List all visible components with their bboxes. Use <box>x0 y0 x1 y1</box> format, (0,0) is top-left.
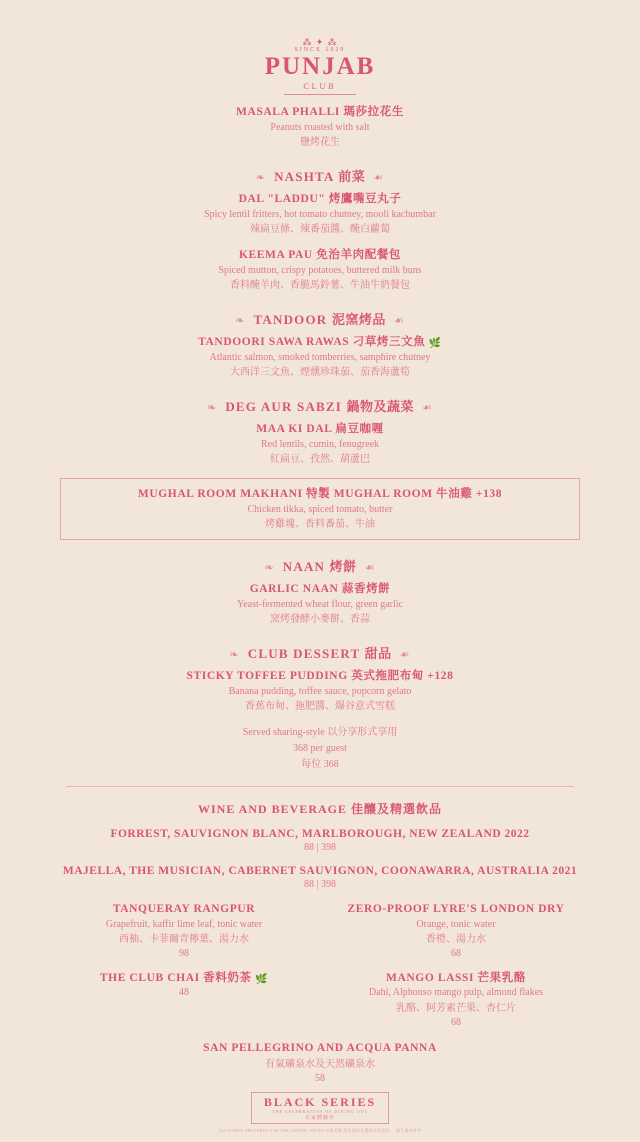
menu-item-name: STICKY TOFFEE PUDDING 英式拖肥布甸 +128 <box>186 670 454 683</box>
section-title-cn: 泥窯烤品 <box>331 312 386 328</box>
beverage-column-left <box>48 902 320 1039</box>
leaf-icon: 🌿 <box>428 338 442 350</box>
logo-divider <box>284 94 356 95</box>
section-title-cn: 甜品 <box>364 646 392 662</box>
menu-item-description-cn: 大西洋三文魚、煙燻珍珠茄、茄香海蘆筍 <box>230 367 410 379</box>
beverage-description-cn: 有氣礦泉水及天然礦泉水 <box>265 1058 375 1070</box>
wine-item-forrest <box>38 828 602 855</box>
menu-item-name: GARLIC NAAN 蒜香烤餅 <box>249 583 391 596</box>
serving-style: Served sharing-style 以分享形式享用 <box>242 727 398 739</box>
wine-price: 88 | 398 <box>303 842 336 854</box>
serving-note <box>38 725 602 773</box>
menu-item-description: Chicken tikka, spiced tomato, butter <box>247 503 393 515</box>
price-per-guest: 368 per guest <box>293 743 347 755</box>
menu-item-name: DAL "LADDU" 烤鷹嘴豆丸子 <box>238 193 402 206</box>
beverage-description: Grapefruit, kaffir lime leaf, tonic water <box>105 918 263 930</box>
menu-item-garlic-naan <box>38 582 602 627</box>
menu-item-description: Banana pudding, toffee sauce, popcorn gelato <box>228 685 412 697</box>
restaurant-logo <box>38 0 602 95</box>
beverage-item-tanqueray-rangpur <box>48 902 320 962</box>
swirl-left-icon: ❧ <box>235 315 246 328</box>
menu-item-name: KEEMA PAU 免治羊肉配餐包 <box>238 249 402 262</box>
swirl-left-icon: ❧ <box>206 402 218 415</box>
beverage-price: 68 <box>451 1016 461 1028</box>
menu-item-description-cn: 鹽烤花生 <box>300 137 340 149</box>
menu-item-description: Atlantic salmon, smoked tomberries, samphire chutney <box>209 351 431 363</box>
swirl-left-icon: ❧ <box>229 649 240 662</box>
menu-item-masala-phalli <box>38 105 602 150</box>
black-series-subtitle-cn: 在家體驗外 <box>304 1116 335 1121</box>
section-heading-club-dessert <box>38 643 602 662</box>
menu-item-name: MUGHAL ROOM MAKHANI 特製 MUGHAL ROOM 牛油雞 +138 <box>137 488 503 501</box>
section-title: NASHTA <box>274 169 334 185</box>
menu-item-description: Red lentils, cumin, fenugreek <box>260 438 380 450</box>
wine-price: 88 | 398 <box>303 879 336 891</box>
swirl-right-icon: ☙ <box>373 172 385 185</box>
menu-item-description-cn: 香料醃羊肉、香脆馬鈴薯、牛油牛奶餐包 <box>230 280 410 292</box>
logo-club-text: CLUB <box>303 82 337 92</box>
menu-item-description: Peanuts roasted with salt <box>270 121 370 133</box>
beverage-item-mango-lassi <box>320 971 592 1031</box>
black-series-subtitle: THE CELEBRATION OF DINING OUT <box>272 1109 368 1114</box>
menu-item-maa-ki-dal <box>38 422 602 467</box>
footer <box>0 1092 640 1134</box>
swirl-left-icon: ❧ <box>264 562 275 575</box>
menu-item-description: Spicy lentil fritters, hot tomato chutney, mooli kachumbar <box>204 208 436 220</box>
menu-item-description-cn: 窯烤發酵小麥餅、香蒜 <box>270 614 370 626</box>
section-title-cn: 前菜 <box>338 169 366 185</box>
menu-item-mughal-room-makhani <box>71 487 569 532</box>
menu-item-description-cn: 紅扁豆、孜然、葫蘆巴 <box>270 454 370 466</box>
section-title-cn: 鍋物及蔬菜 <box>346 399 415 415</box>
section-title: TANDOOR <box>253 312 328 328</box>
swirl-left-icon: ❧ <box>255 172 267 185</box>
beverage-columns <box>48 902 592 1039</box>
beverage-description: Orange, tonic water <box>416 918 496 930</box>
swirl-right-icon: ☙ <box>399 649 411 662</box>
menu-item-description-cn: 烤雞塊、香料番茄、牛油 <box>265 519 375 531</box>
beverage-name: SAN PELLEGRINO AND ACQUA PANNA <box>203 1042 437 1055</box>
menu-item-name: MASALA PHALLI 瑪莎拉花生 <box>236 106 404 119</box>
beverage-name: ZERO-PROOF LYRE'S LONDON DRY <box>347 903 565 916</box>
beverage-item-club-chai <box>48 971 320 1001</box>
beverage-item-san-pellegrino-acqua-panna <box>38 1041 602 1086</box>
section-title-cn: 烤餅 <box>329 559 357 575</box>
menu-item-tandoori-sawa-rawas <box>38 335 602 380</box>
beverage-price: 48 <box>179 987 189 999</box>
logo-established-text: SINCE 1920 <box>294 47 346 53</box>
beverage-price: 98 <box>179 948 189 960</box>
footer-disclaimer: ALL WORDS ARE SUBJECT OF THE LEGEND / PAGES 外賣美饌 所有資料及價格可作更改 ‧ 圖片僅供參考 <box>218 1128 422 1133</box>
menu-item-description-cn: 香蕉布甸、拖肥醬、爆谷意式雪糕 <box>245 701 395 713</box>
leaf-icon: 🌿 <box>255 973 269 985</box>
menu-item-dal-laddu <box>38 192 602 237</box>
beverage-name <box>48 971 320 987</box>
beverage-name: TANQUERAY RANGPUR <box>112 903 256 916</box>
wine-item-majella <box>38 865 602 892</box>
beverage-item-lyres-london-dry <box>320 902 592 962</box>
beverage-price: 58 <box>315 1072 325 1084</box>
section-heading-naan <box>38 556 602 575</box>
logo-wordmark: PUNJAB <box>264 53 376 80</box>
menu-item-description-cn: 辣扁豆條、辣番茄醬、醃白蘿蔔 <box>250 224 390 236</box>
menu-item-description: Spiced mutton, crispy potatoes, buttered milk buns <box>218 264 422 276</box>
logo-flourish-top-icon: ⁂ ✦ ⁂ <box>302 37 338 47</box>
wine-name: FORREST, SAUVIGNON BLANC, MARLBOROUGH, NEW ZEALAND 2022 <box>110 828 530 841</box>
section-title: DEG AUR SABZI <box>225 399 343 415</box>
black-series-title: BLACK SERIES <box>263 1094 377 1109</box>
section-heading-wine-and-beverage: WINE AND BEVERAGE 佳釀及精選飲品 <box>197 802 443 817</box>
swirl-right-icon: ☙ <box>393 315 405 328</box>
menu-item-sticky-toffee-pudding <box>38 669 602 714</box>
menu-item-name <box>38 335 602 351</box>
section-heading-nashta <box>38 166 602 185</box>
beverage-price: 68 <box>451 948 461 960</box>
section-title: CLUB DESSERT <box>247 646 361 662</box>
menu-item-name: MAA KI DAL 扁豆咖喱 <box>256 423 384 436</box>
menu-item-mughal-room-makhani-box <box>60 478 580 540</box>
beverage-name-text: THE CLUB CHAI 香料奶茶 <box>99 971 252 984</box>
section-divider <box>66 786 574 787</box>
menu-item-keema-pau <box>38 248 602 293</box>
menu-item-name-text: TANDOORI SAWA RAWAS 刁草烤三文魚 <box>198 336 426 349</box>
black-series-badge <box>251 1092 389 1124</box>
beverage-description: Dahi, Alphonso mango pulp, almond flakes <box>368 987 544 999</box>
menu-item-description: Yeast-fermented wheat flour, green garlic <box>236 598 403 610</box>
section-heading-tandoor <box>38 309 602 328</box>
section-title: NAAN <box>282 559 326 575</box>
beverage-column-right <box>320 902 592 1039</box>
beverage-description-cn: 香橙、湯力水 <box>426 934 486 946</box>
beverage-description-cn: 西柚、卡菲爾青檸葉、湯力水 <box>119 934 249 946</box>
beverage-name: MANGO LASSI 芒果乳酪 <box>386 971 526 984</box>
section-heading-deg-aur-sabzi <box>38 396 602 415</box>
price-per-guest-cn: 每位 368 <box>301 759 339 771</box>
swirl-right-icon: ☙ <box>422 402 434 415</box>
swirl-right-icon: ☙ <box>364 562 376 575</box>
wine-name: MAJELLA, THE MUSICIAN, CABERNET SAUVIGNON, COONAWARRA, AUSTRALIA 2021 <box>62 865 578 878</box>
beverage-description-cn: 乳酪、阿芳素芒果、杏仁片 <box>396 1002 516 1014</box>
